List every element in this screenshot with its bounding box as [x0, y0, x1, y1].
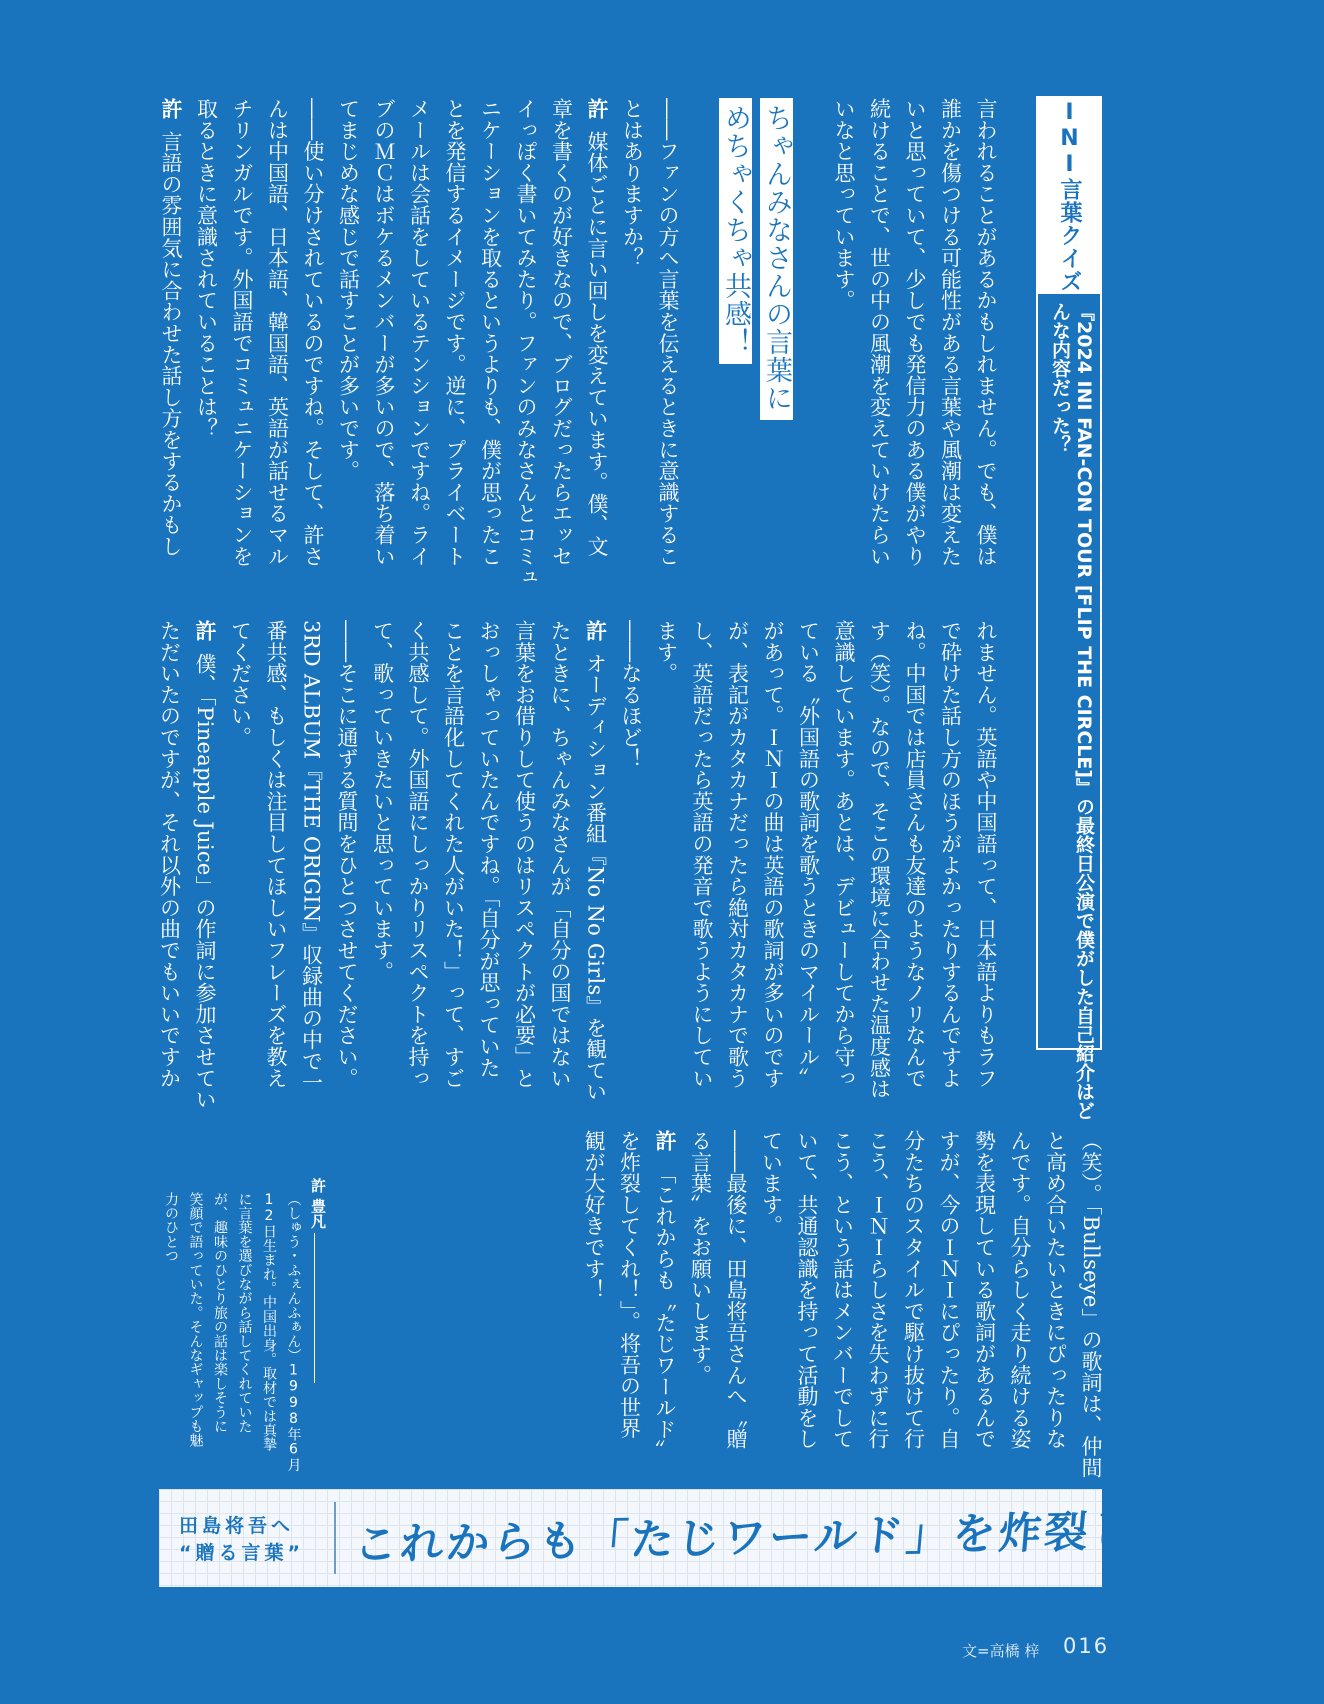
- line-text: れません。英語や中国語って、日本語よりもラフ: [974, 620, 998, 1089]
- text-line: [472, 98, 508, 588]
- line-text: 誰かを傷つける可能性がある言葉や風潮は変えた: [938, 98, 963, 567]
- line-text: てまじめな感じで話すことが多いです。: [336, 98, 361, 482]
- text-line: [1073, 1130, 1109, 1478]
- banner-label-line1: 田島将吾へ: [179, 1515, 295, 1537]
- text-line: [400, 620, 436, 1110]
- line-text: （笑）。「Bullseye」の歌詞は、仲間: [1079, 1130, 1103, 1479]
- line-text: 言語の雰囲気に合わせた話し方をするかもし: [159, 130, 183, 557]
- bio-rule: [314, 1233, 315, 1383]
- bio-line: に言葉を選びながら話してくれていた: [236, 1192, 253, 1434]
- text-line: [966, 1130, 1002, 1478]
- banner-label-line2: “贈る言葉”: [179, 1542, 304, 1564]
- line-text: ――なるほど！: [619, 620, 643, 770]
- article-body-tier1-left: [153, 98, 686, 588]
- line-text: 勢を表現している歌詞があるんで: [972, 1130, 997, 1450]
- line-text: と高め合いたいときにぴったりな: [1043, 1130, 1068, 1450]
- text-line: [187, 620, 223, 1110]
- text-line: [295, 98, 331, 588]
- text-line: [614, 98, 650, 588]
- text-line: [506, 620, 542, 1110]
- speaker-label: 許: [193, 620, 217, 642]
- text-line: [471, 620, 507, 1110]
- text-line: [329, 620, 365, 1110]
- quiz-box: [1036, 96, 1102, 1121]
- speaker-label: 許: [653, 1130, 677, 1152]
- line-text: ことを言語化してくれた人がいた！」って、すご: [441, 620, 466, 1089]
- text-line: [188, 98, 224, 588]
- text-line: [790, 620, 826, 1110]
- line-text: ――ファンの方へ言葉を伝えるときに意識するこ: [656, 98, 680, 567]
- bio-line: （しゅう・ふぇんふぁん）1998年6月: [285, 1192, 302, 1472]
- writer-credit: 文=高橋 梓: [962, 1642, 1040, 1660]
- text-line: [611, 1130, 647, 1478]
- speaker-label: 許: [583, 620, 608, 642]
- line-text: ね。中国では店員さんも友達のようなノリなんで: [903, 620, 927, 1089]
- text-line: [153, 98, 189, 588]
- line-text: とを発信するイメージです。逆に、プライベート: [443, 98, 467, 567]
- text-line: [543, 98, 579, 588]
- text-line: [577, 620, 613, 1110]
- text-line: [259, 98, 295, 588]
- quiz-question: [1048, 302, 1096, 1120]
- line-text: てください。: [228, 620, 253, 748]
- text-line: [755, 620, 791, 1110]
- line-text: すが、今のＩＮＩにぴったり。自: [937, 1130, 961, 1450]
- line-text: たときに、ちゃんみなさんが「自分の国ではない: [548, 620, 572, 1089]
- text-line: [718, 1130, 754, 1478]
- headline-line-1: ちゃんみなさんの言葉に: [760, 98, 793, 420]
- line-text: 番共感、もしくは注目してほしいフレーズを教え: [264, 620, 288, 1089]
- line-text: 観が大好きです！: [582, 1130, 606, 1301]
- line-text: こう、という話はメンバーでして: [830, 1130, 855, 1450]
- text-line: [719, 620, 755, 1110]
- speaker-label: 許: [159, 98, 183, 120]
- text-line: [330, 98, 366, 588]
- bio-line: が、趣味のひとり旅の話は楽しそうに: [212, 1192, 228, 1434]
- line-text: 言われることがあるかもしれません。でも、僕は: [974, 98, 998, 567]
- line-text: 取るときに意識されていることは？: [194, 98, 219, 439]
- bio-lines: [159, 1178, 306, 1472]
- line-text: 意識しています。あとは、デビューしてから守っ: [832, 620, 856, 1089]
- line-text: があって。ＩＮＩの曲は英語の歌詞が多いのです: [761, 620, 785, 1089]
- line-text: 3RD ALBUM『THE ORIGIN』収録曲の中で一: [299, 620, 324, 1093]
- text-line: [826, 620, 862, 1110]
- text-line: [895, 1130, 931, 1478]
- text-line: [576, 1130, 612, 1478]
- text-line: [224, 98, 260, 588]
- line-text: いなと思っています。: [832, 98, 856, 311]
- line-text: 言葉をお借りして使うのはリスペクトが必要」と: [512, 620, 537, 1089]
- bio-line: 力のひとつ: [163, 1192, 179, 1263]
- banner-divider: [334, 1502, 336, 1574]
- line-text: いと思っていて、少しでも発信力のある僕がやり: [903, 98, 927, 567]
- line-text: が、表記がカタカナだったら絶対カタカナで歌う: [725, 620, 750, 1089]
- text-line: [1037, 1130, 1073, 1478]
- handwritten-message: これからも「たじワールド」を炸裂してくれ！: [351, 1503, 1324, 1571]
- line-text: ただいたのですが、それ以外の曲でもいいですか: [157, 620, 182, 1089]
- text-line: [1002, 1130, 1038, 1478]
- text-line: [222, 620, 258, 1110]
- text-line: [861, 620, 897, 1110]
- quiz-label: INI言葉クイズ: [1038, 98, 1100, 294]
- line-text: オーディション番組『No No Girls』を観てい: [583, 652, 608, 1103]
- page-number: 016: [1063, 1634, 1110, 1658]
- text-line: [860, 1130, 896, 1478]
- line-text: る言葉〟をお願いします。: [688, 1130, 713, 1386]
- line-text: おっしゃっていたんですね。「自分が思っていた: [477, 620, 501, 1079]
- text-line: [753, 1130, 789, 1478]
- line-text: ニケーションを取るというよりも、僕が思ったこ: [478, 98, 503, 567]
- text-line: [437, 98, 473, 588]
- line-text: を炸裂してくれ！」。将吾の世界: [617, 1130, 642, 1439]
- quiz-question-line: 『2024 INI FAN-CON TOUR [FLIP THE CIRCLE]』の最終日公演で僕がした自己紹介はど: [1073, 302, 1095, 1121]
- line-text: ています。: [759, 1130, 784, 1237]
- text-line: [968, 98, 1004, 567]
- line-text: 媒体ごとに言い回しを変えています。僕、文: [585, 130, 609, 557]
- text-line: [508, 98, 544, 588]
- line-text: ――そこに通ずる質問をひとつさせてください。: [335, 620, 359, 1089]
- line-text: とはありますか？: [620, 98, 645, 269]
- profile-bio: [159, 1178, 331, 1472]
- text-line: [613, 620, 649, 1110]
- text-line: [435, 620, 471, 1110]
- text-line: [364, 620, 400, 1110]
- line-text: ――使い分けされているのですね。そして、許さ: [301, 98, 325, 567]
- bio-line: 笑顔で語っていた。そんなギャップも魅: [187, 1192, 204, 1448]
- line-text: ――最後に、田島将吾さんへ〝贈: [724, 1130, 748, 1450]
- article-body-tier3: [576, 1130, 1109, 1478]
- line-text: んです。自分らしく走り続ける姿: [1008, 1130, 1032, 1450]
- text-line: [151, 620, 187, 1110]
- text-line: [258, 620, 294, 1110]
- text-line: [682, 1130, 718, 1478]
- quiz-question-line: んな内容だった？: [1049, 302, 1071, 454]
- line-text: す（笑）。なので、そこの環境に合わせた温度感は: [867, 620, 892, 1100]
- headline-line-2: めちゃくちゃ共感！: [719, 98, 752, 364]
- text-line: [968, 620, 1004, 1110]
- line-text: チリンガルです。外国語でコミュニケーションを: [230, 98, 254, 567]
- gift-words-banner: [159, 1489, 1324, 1587]
- line-text: で砕けた話し方のほうがよかったりするんですよ: [938, 620, 963, 1089]
- line-text: イっぽく書いてみたり。ファンのみなさんとコミュ: [514, 98, 538, 588]
- bio-line: 12日生まれ。中国出身。取材では真摯: [261, 1192, 277, 1452]
- text-line: [579, 98, 615, 588]
- line-text: メールは会話をしているテンションですね。ライ: [407, 98, 432, 567]
- line-text: 僕、「Pineapple Juice」の作詞に参加させてい: [193, 652, 217, 1110]
- text-line: [826, 98, 862, 567]
- text-line: [897, 98, 933, 567]
- line-text: 分たちのスタイルで駆け抜けて行: [901, 1130, 926, 1450]
- line-text: ている〝外国語の歌詞を歌うときのマイルール〟: [796, 620, 821, 1089]
- article-body-tier2: [151, 620, 1003, 1110]
- line-text: く共感して。外国語にしっかりリスペクトを持っ: [406, 620, 430, 1089]
- line-text: んは中国語、日本語、韓国語、英語が話せるマル: [265, 98, 290, 567]
- text-line: [647, 1130, 683, 1478]
- text-line: [293, 620, 329, 1110]
- line-text: し、英語だったら英語の発音で歌うようにしてい: [690, 620, 714, 1089]
- text-line: [932, 620, 968, 1110]
- banner-label: [179, 1513, 304, 1567]
- line-text: 「これからも〝たじワールド〟: [653, 1162, 677, 1462]
- line-text: 章を書くのが好きなので、ブログだったらエッセ: [549, 98, 574, 567]
- text-line: [684, 620, 720, 1110]
- article-body-tier1-right: [826, 98, 1004, 567]
- line-text: て、歌っていきたいと思っています。: [370, 620, 395, 983]
- speaker-label: 許: [585, 98, 609, 120]
- text-line: [932, 98, 968, 567]
- text-line: [648, 620, 684, 1110]
- text-line: [650, 98, 686, 588]
- text-line: [861, 98, 897, 567]
- text-line: [897, 620, 933, 1110]
- text-line: [824, 1130, 860, 1478]
- text-line: [931, 1130, 967, 1478]
- text-line: [401, 98, 437, 588]
- text-line: [542, 620, 578, 1110]
- text-line: [789, 1130, 825, 1478]
- line-text: こう、ＩＮＩらしさを失わずに行: [866, 1130, 890, 1450]
- bio-name-row: [306, 1178, 331, 1472]
- line-text: 続けることで、世の中の風潮を変えていけたらい: [867, 98, 892, 567]
- line-text: ます。: [654, 620, 679, 684]
- line-text: いて、共通認識を持って活動をし: [795, 1130, 819, 1450]
- text-line: [366, 98, 402, 588]
- bio-name: 許 豊凡: [309, 1178, 327, 1229]
- line-text: ブのＭＣはボケるメンバーが多いので、落ち着い: [372, 98, 396, 567]
